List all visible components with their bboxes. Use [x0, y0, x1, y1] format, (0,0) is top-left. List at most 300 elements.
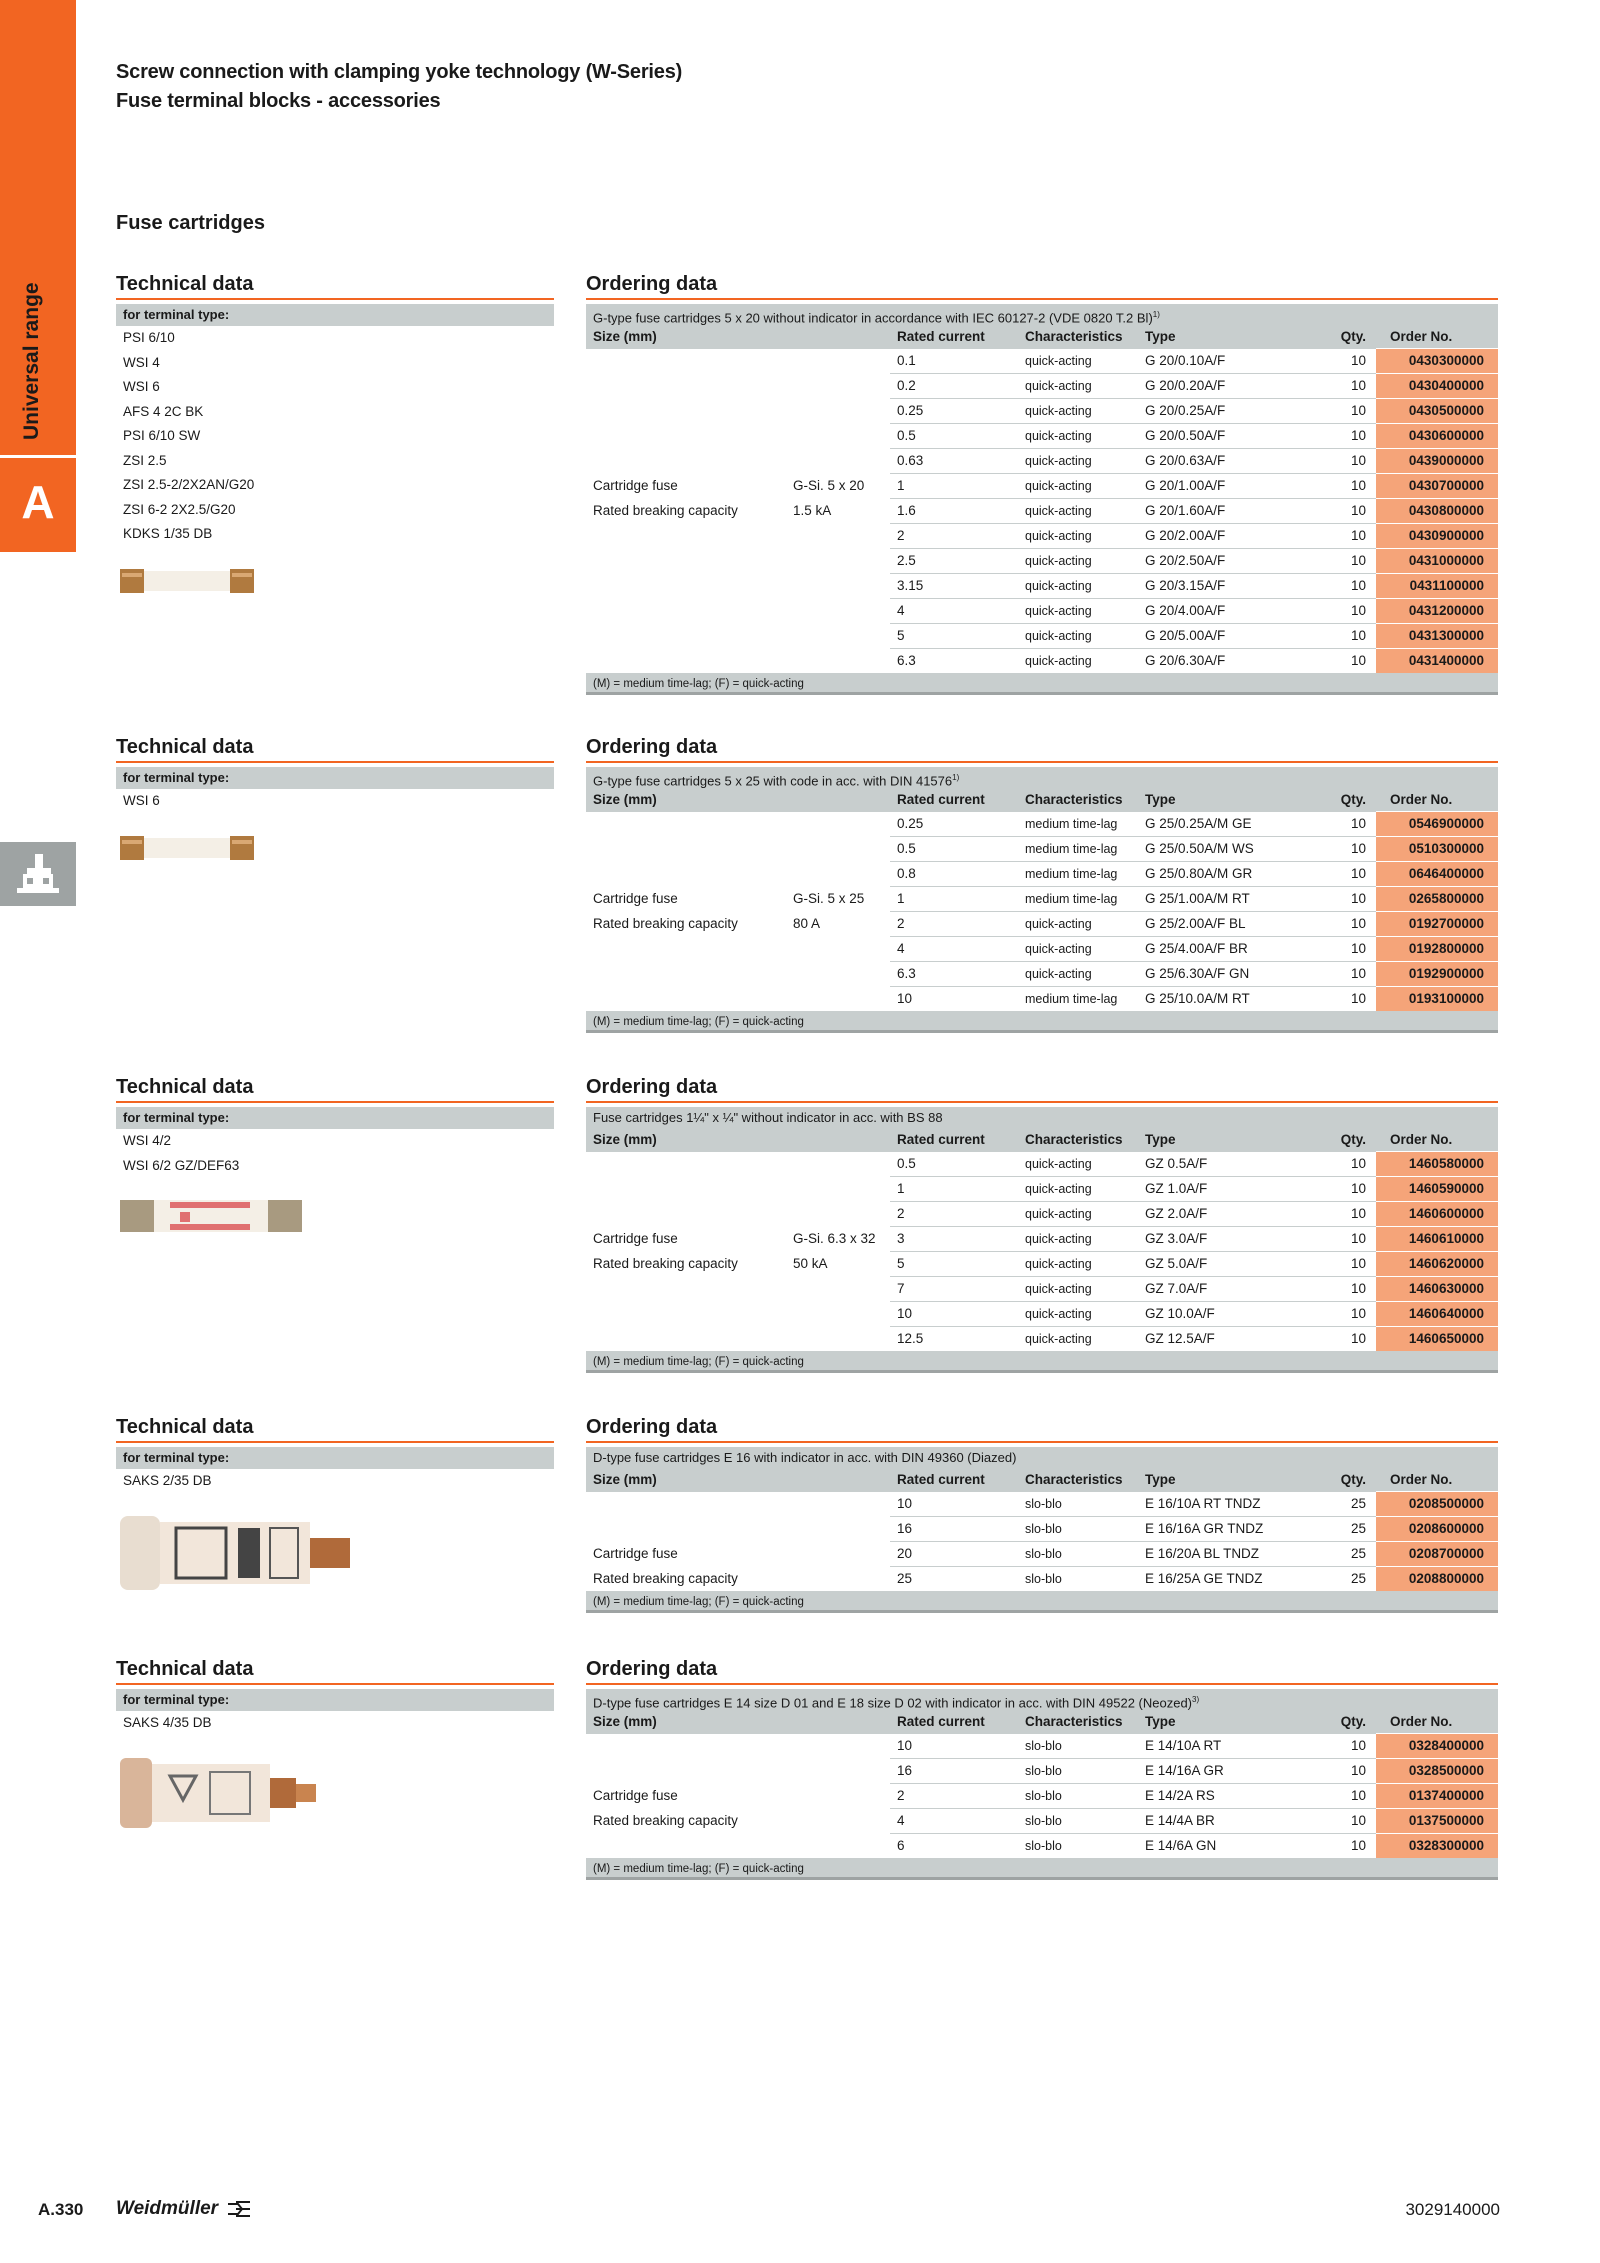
- order-number[interactable]: 0431200000: [1376, 599, 1498, 624]
- header-line-1: Screw connection with clamping yoke technology (W-Series): [116, 61, 683, 83]
- spec-value: [786, 937, 890, 962]
- characteristics: quick-acting: [1018, 374, 1138, 399]
- order-number[interactable]: 0265800000: [1376, 887, 1498, 912]
- spec-value: [786, 599, 890, 624]
- quantity: 10: [1290, 1277, 1376, 1302]
- order-number[interactable]: 0546900000: [1376, 812, 1498, 837]
- order-number[interactable]: 0208600000: [1376, 1517, 1498, 1542]
- spec-label: [586, 624, 786, 649]
- table-row: [586, 1252, 1498, 1277]
- fuse-type: E 14/6A GN: [1138, 1834, 1290, 1859]
- footnote: (M) = medium time-lag; (F) = quick-acting: [586, 1011, 1498, 1033]
- rated-current: 0.1: [890, 349, 1018, 374]
- rated-current: 10: [890, 987, 1018, 1012]
- order-number[interactable]: 0431400000: [1376, 649, 1498, 674]
- brand-mark-icon: [226, 2200, 252, 2218]
- characteristics: medium time-lag: [1018, 862, 1138, 887]
- order-number[interactable]: 0193100000: [1376, 987, 1498, 1012]
- order-number[interactable]: 0328300000: [1376, 1834, 1498, 1859]
- table-row: [586, 1734, 1498, 1759]
- rated-current: 16: [890, 1759, 1018, 1784]
- order-no-header: Order No.: [1376, 1129, 1498, 1152]
- fuse-cartridge-image: [120, 1512, 554, 1599]
- characteristics-header: Characteristics: [1018, 1711, 1138, 1734]
- quantity: 10: [1290, 574, 1376, 599]
- quantity: 10: [1290, 374, 1376, 399]
- fuse-type: G 25/0.25A/M GE: [1138, 812, 1290, 837]
- characteristics: slo-blo: [1018, 1517, 1138, 1542]
- table-row: [586, 1152, 1498, 1177]
- table-row: [586, 574, 1498, 599]
- technical-data-title: Technical data: [116, 733, 554, 763]
- spec-label: Cartridge fuse: [593, 1546, 678, 1561]
- spec-label: [586, 449, 786, 474]
- fuse-type: G 20/0.50A/F: [1138, 424, 1290, 449]
- order-no-header: Order No.: [1376, 789, 1498, 812]
- spec-value: [786, 987, 890, 1012]
- characteristics: quick-acting: [1018, 524, 1138, 549]
- quantity: 10: [1290, 549, 1376, 574]
- order-number[interactable]: 0137500000: [1376, 1809, 1498, 1834]
- quantity: 25: [1290, 1492, 1376, 1517]
- table-row: [586, 962, 1498, 987]
- fuse-type: GZ 10.0A/F: [1138, 1302, 1290, 1327]
- characteristics: quick-acting: [1018, 399, 1138, 424]
- ordering-data: [586, 733, 1498, 1033]
- spec-value: [786, 1759, 890, 1784]
- rated-current: 4: [890, 599, 1018, 624]
- order-number[interactable]: 1460620000: [1376, 1252, 1498, 1277]
- quantity: 25: [1290, 1542, 1376, 1567]
- size-header: Size (mm): [586, 789, 786, 812]
- order-number[interactable]: 0430900000: [1376, 524, 1498, 549]
- order-no-header: Order No.: [1376, 1711, 1498, 1734]
- spec-value: G-Si. 5 x 20: [793, 478, 865, 493]
- table-row: [586, 1202, 1498, 1227]
- ordering-data: [586, 270, 1498, 695]
- order-number[interactable]: 0192900000: [1376, 962, 1498, 987]
- ordering-table: [586, 1129, 1498, 1351]
- order-number[interactable]: 0208700000: [1376, 1542, 1498, 1567]
- order-number[interactable]: 0510300000: [1376, 837, 1498, 862]
- rated-current: 2: [890, 524, 1018, 549]
- spec-label: [586, 1202, 786, 1227]
- characteristics-header: Characteristics: [1018, 1469, 1138, 1492]
- rated-current: 3.15: [890, 574, 1018, 599]
- characteristics: quick-acting: [1018, 424, 1138, 449]
- characteristics: quick-acting: [1018, 449, 1138, 474]
- spec-value: [786, 349, 890, 374]
- size-header: Size (mm): [586, 1129, 786, 1152]
- order-number[interactable]: 0430400000: [1376, 374, 1498, 399]
- spec-label: Cartridge fuse: [593, 891, 678, 906]
- technical-data: [116, 1073, 554, 1241]
- rated-current: 0.5: [890, 424, 1018, 449]
- table-row: [586, 1542, 1498, 1567]
- rated-current: 20: [890, 1542, 1018, 1567]
- spec-value: [786, 1784, 890, 1809]
- spec-value: [786, 549, 890, 574]
- rated-current: 1: [890, 887, 1018, 912]
- fuse-type: E 16/20A BL TNDZ: [1138, 1542, 1290, 1567]
- ordering-table: [586, 789, 1498, 1011]
- fuse-cartridge-image: [120, 832, 554, 869]
- quantity: 10: [1290, 424, 1376, 449]
- order-number[interactable]: 0430300000: [1376, 349, 1498, 374]
- ordering-table: [586, 326, 1498, 673]
- fuse-type: G 20/3.15A/F: [1138, 574, 1290, 599]
- ordering-caption: G-type fuse cartridges 5 x 20 without indicator in accordance with IEC 60127-2 (VDE 0820 T.2 Bl)$^{1)}$: [586, 304, 1498, 326]
- spec-value: [786, 399, 890, 424]
- spec-label: Rated breaking capacity: [593, 916, 738, 931]
- technical-data-title: Technical data: [116, 1073, 554, 1103]
- terminal-type: PSI 6/10 SW: [123, 428, 201, 443]
- table-row: [586, 1327, 1498, 1352]
- order-number[interactable]: 0137400000: [1376, 1784, 1498, 1809]
- fuse-type: E 14/4A BR: [1138, 1809, 1290, 1834]
- spec-label: [586, 1734, 786, 1759]
- quantity: 10: [1290, 1784, 1376, 1809]
- ordering-data-title: Ordering data: [586, 733, 1498, 763]
- rated-current: 2.5: [890, 549, 1018, 574]
- spec-label: [586, 549, 786, 574]
- quantity: 10: [1290, 1152, 1376, 1177]
- spec-value: [786, 837, 890, 862]
- fuse-type: E 14/2A RS: [1138, 1784, 1290, 1809]
- fuse-type: G 25/1.00A/M RT: [1138, 887, 1290, 912]
- spec-value: [786, 962, 890, 987]
- table-row: [586, 549, 1498, 574]
- order-number[interactable]: 0328400000: [1376, 1734, 1498, 1759]
- terminal-block-icon: [0, 842, 76, 906]
- table-header: [586, 789, 1498, 812]
- table-row: [586, 837, 1498, 862]
- characteristics: quick-acting: [1018, 349, 1138, 374]
- spec-label: [586, 962, 786, 987]
- footnote: (M) = medium time-lag; (F) = quick-acting: [586, 1351, 1498, 1373]
- fuse-type: G 25/10.0A/M RT: [1138, 987, 1290, 1012]
- rated-current: 25: [890, 1567, 1018, 1592]
- terminal-type: PSI 6/10: [123, 330, 175, 345]
- spec-value: [786, 649, 890, 674]
- fuse-type: G 20/0.10A/F: [1138, 349, 1290, 374]
- characteristics: quick-acting: [1018, 1227, 1138, 1252]
- rated-current-header: Rated current: [890, 1129, 1018, 1152]
- terminal-type-header: for terminal type:: [116, 1107, 554, 1129]
- quantity: 10: [1290, 1202, 1376, 1227]
- spec-value: [786, 1492, 890, 1517]
- section-title: Fuse cartridges: [116, 212, 265, 234]
- table-row: [586, 649, 1498, 674]
- order-number[interactable]: 0328500000: [1376, 1759, 1498, 1784]
- fuse-type: G 20/1.60A/F: [1138, 499, 1290, 524]
- table-row: [586, 1834, 1498, 1859]
- spec-value: [786, 1277, 890, 1302]
- characteristics: quick-acting: [1018, 1202, 1138, 1227]
- characteristics: medium time-lag: [1018, 987, 1138, 1012]
- rated-current: 5: [890, 624, 1018, 649]
- fuse-type: G 20/0.63A/F: [1138, 449, 1290, 474]
- quantity: 10: [1290, 987, 1376, 1012]
- table-header: [586, 1711, 1498, 1734]
- order-number[interactable]: 0439000000: [1376, 449, 1498, 474]
- quantity: 10: [1290, 962, 1376, 987]
- spec-value: [786, 1542, 890, 1567]
- fuse-type: G 25/0.80A/M GR: [1138, 862, 1290, 887]
- rated-current: 16: [890, 1517, 1018, 1542]
- quantity: 10: [1290, 1759, 1376, 1784]
- table-row: [586, 1567, 1498, 1592]
- table-header: [586, 1129, 1498, 1152]
- type-header: Type: [1138, 326, 1290, 349]
- order-number[interactable]: 0431000000: [1376, 549, 1498, 574]
- section-letter: A: [21, 476, 55, 528]
- order-number[interactable]: 0208800000: [1376, 1567, 1498, 1592]
- fuse-type: G 25/4.00A/F BR: [1138, 937, 1290, 962]
- order-number[interactable]: 0646400000: [1376, 862, 1498, 887]
- spec-label: [586, 649, 786, 674]
- quantity: 10: [1290, 1177, 1376, 1202]
- ordering-data-title: Ordering data: [586, 270, 1498, 300]
- fuse-type: GZ 2.0A/F: [1138, 1202, 1290, 1227]
- rated-current: 2: [890, 1784, 1018, 1809]
- characteristics: quick-acting: [1018, 599, 1138, 624]
- fuse-type: GZ 1.0A/F: [1138, 1177, 1290, 1202]
- order-number[interactable]: 0431100000: [1376, 574, 1498, 599]
- terminal-type: WSI 6/2 GZ/DEF63: [123, 1157, 240, 1173]
- size-header: Size (mm): [586, 1711, 786, 1734]
- spec-value: [786, 1152, 890, 1177]
- ordering-data: [586, 1413, 1498, 1613]
- quantity: 10: [1290, 474, 1376, 499]
- table-row: [586, 1517, 1498, 1542]
- spec-label: Cartridge fuse: [593, 1788, 678, 1803]
- terminal-type: AFS 4 2C BK: [123, 403, 204, 419]
- ordering-table: [586, 1469, 1498, 1591]
- spec-label: [586, 1834, 786, 1859]
- terminal-type: KDKS 1/35 DB: [123, 526, 213, 541]
- terminal-type: SAKS 2/35 DB: [123, 1473, 212, 1488]
- table-row: [586, 1759, 1498, 1784]
- characteristics-header: Characteristics: [1018, 789, 1138, 812]
- spec-value: 1.5 kA: [793, 503, 832, 518]
- order-number[interactable]: 0430800000: [1376, 499, 1498, 524]
- table-row: [586, 624, 1498, 649]
- order-number[interactable]: 0431300000: [1376, 624, 1498, 649]
- table-row: [586, 987, 1498, 1012]
- rated-current: 4: [890, 937, 1018, 962]
- order-number[interactable]: 0430600000: [1376, 424, 1498, 449]
- fuse-type: GZ 7.0A/F: [1138, 1277, 1290, 1302]
- fuse-type: E 14/10A RT: [1138, 1734, 1290, 1759]
- ordering-caption: Fuse cartridges 1¼" x ¼" without indicator in acc. with BS 88: [586, 1107, 1498, 1129]
- order-no-header: Order No.: [1376, 1469, 1498, 1492]
- table-row: [586, 1784, 1498, 1809]
- terminal-type: WSI 6: [123, 793, 160, 808]
- quantity: 10: [1290, 599, 1376, 624]
- rated-current: 12.5: [890, 1327, 1018, 1352]
- technical-data: [116, 270, 554, 602]
- spec-value: [786, 1177, 890, 1202]
- technical-data: [116, 1655, 554, 1837]
- quantity: 10: [1290, 862, 1376, 887]
- characteristics: quick-acting: [1018, 912, 1138, 937]
- spec-value: [786, 524, 890, 549]
- rated-current: 10: [890, 1492, 1018, 1517]
- characteristics: quick-acting: [1018, 1252, 1138, 1277]
- type-header: Type: [1138, 1711, 1290, 1734]
- quantity: 10: [1290, 624, 1376, 649]
- spec-label: [586, 574, 786, 599]
- order-number[interactable]: 0430700000: [1376, 474, 1498, 499]
- order-number[interactable]: 0192700000: [1376, 912, 1498, 937]
- rated-current: 6.3: [890, 649, 1018, 674]
- order-number[interactable]: 0430500000: [1376, 399, 1498, 424]
- quantity: 10: [1290, 837, 1376, 862]
- page-header: [116, 58, 682, 116]
- terminal-type-header: for terminal type:: [116, 767, 554, 789]
- fuse-type: G 20/2.50A/F: [1138, 549, 1290, 574]
- order-number[interactable]: 1460590000: [1376, 1177, 1498, 1202]
- fuse-cartridge-image: [120, 1754, 554, 1837]
- order-number[interactable]: 1460600000: [1376, 1202, 1498, 1227]
- spec-value: [786, 1517, 890, 1542]
- table-row: [586, 887, 1498, 912]
- order-number[interactable]: 0192800000: [1376, 937, 1498, 962]
- technical-data: [116, 733, 554, 869]
- order-number[interactable]: 1460640000: [1376, 1302, 1498, 1327]
- rated-current: 2: [890, 1202, 1018, 1227]
- size-header: Size (mm): [586, 1469, 786, 1492]
- fuse-type: G 20/1.00A/F: [1138, 474, 1290, 499]
- spec-label: Rated breaking capacity: [593, 1256, 738, 1271]
- ordering-data: [586, 1073, 1498, 1373]
- spec-label: [586, 937, 786, 962]
- table-row: [586, 499, 1498, 524]
- rated-current-header: Rated current: [890, 789, 1018, 812]
- quantity: 10: [1290, 937, 1376, 962]
- ordering-data: [586, 1655, 1498, 1880]
- rated-current: 1: [890, 474, 1018, 499]
- table-row: [586, 524, 1498, 549]
- spec-label: Rated breaking capacity: [593, 1570, 738, 1586]
- spec-label: [586, 1517, 786, 1542]
- fuse-type: G 20/0.25A/F: [1138, 399, 1290, 424]
- terminal-type: WSI 4: [123, 354, 160, 370]
- order-number[interactable]: 1460610000: [1376, 1227, 1498, 1252]
- spec-label: [586, 987, 786, 1012]
- order-number[interactable]: 0208500000: [1376, 1492, 1498, 1517]
- rated-current: 10: [890, 1302, 1018, 1327]
- characteristics: quick-acting: [1018, 937, 1138, 962]
- spec-label: Cartridge fuse: [593, 1231, 678, 1246]
- characteristics-header: Characteristics: [1018, 1129, 1138, 1152]
- quantity: 10: [1290, 1809, 1376, 1834]
- spec-label: [586, 349, 786, 374]
- quantity: 10: [1290, 449, 1376, 474]
- order-number[interactable]: 1460630000: [1376, 1277, 1498, 1302]
- terminal-type-header: for terminal type:: [116, 1689, 554, 1711]
- spec-label: [586, 399, 786, 424]
- fuse-type: E 16/16A GR TNDZ: [1138, 1517, 1290, 1542]
- spec-label: [586, 1152, 786, 1177]
- quantity: 10: [1290, 887, 1376, 912]
- spec-label: [586, 1327, 786, 1352]
- fuse-type: E 16/25A GE TNDZ: [1138, 1567, 1290, 1592]
- ordering-caption: D-type fuse cartridges E 16 with indicator in acc. with DIN 49360 (Diazed): [586, 1447, 1498, 1469]
- terminal-type: WSI 6: [123, 379, 160, 394]
- table-row: [586, 1809, 1498, 1834]
- ordering-data-title: Ordering data: [586, 1413, 1498, 1443]
- table-row: [586, 1302, 1498, 1327]
- characteristics: slo-blo: [1018, 1734, 1138, 1759]
- spec-value: [786, 1809, 890, 1834]
- rated-current: 1.6: [890, 499, 1018, 524]
- spec-value: [786, 862, 890, 887]
- spec-value: [786, 624, 890, 649]
- spec-value: [786, 812, 890, 837]
- spec-value: [786, 374, 890, 399]
- spec-value: 50 kA: [793, 1256, 828, 1271]
- characteristics: slo-blo: [1018, 1834, 1138, 1859]
- spec-label: [586, 1277, 786, 1302]
- table-row: [586, 812, 1498, 837]
- spec-label: Rated breaking capacity: [593, 1813, 738, 1828]
- characteristics: quick-acting: [1018, 574, 1138, 599]
- order-number[interactable]: 1460650000: [1376, 1327, 1498, 1352]
- order-number[interactable]: 1460580000: [1376, 1152, 1498, 1177]
- rated-current-header: Rated current: [890, 1711, 1018, 1734]
- spec-value: [786, 1302, 890, 1327]
- qty-header: Qty.: [1290, 1129, 1376, 1152]
- characteristics: slo-blo: [1018, 1542, 1138, 1567]
- quantity: 10: [1290, 399, 1376, 424]
- fuse-type: G 20/0.20A/F: [1138, 374, 1290, 399]
- spec-value: [786, 1327, 890, 1352]
- fuse-type: GZ 3.0A/F: [1138, 1227, 1290, 1252]
- qty-header: Qty.: [1290, 326, 1376, 349]
- table-header: [586, 1469, 1498, 1492]
- table-header: [586, 326, 1498, 349]
- terminal-type-header: for terminal type:: [116, 304, 554, 326]
- fuse-type: E 16/10A RT TNDZ: [1138, 1492, 1290, 1517]
- ordering-data-title: Ordering data: [586, 1073, 1498, 1103]
- rated-current-header: Rated current: [890, 326, 1018, 349]
- characteristics: medium time-lag: [1018, 887, 1138, 912]
- qty-header: Qty.: [1290, 1469, 1376, 1492]
- characteristics: medium time-lag: [1018, 837, 1138, 862]
- rated-current: 4: [890, 1809, 1018, 1834]
- table-row: [586, 349, 1498, 374]
- brand-logo: [116, 2198, 252, 2220]
- table-row: [586, 599, 1498, 624]
- spec-label: [586, 599, 786, 624]
- table-row: [586, 474, 1498, 499]
- characteristics: quick-acting: [1018, 1302, 1138, 1327]
- rated-current: 0.25: [890, 812, 1018, 837]
- table-row: [586, 862, 1498, 887]
- characteristics: quick-acting: [1018, 1327, 1138, 1352]
- quantity: 10: [1290, 1327, 1376, 1352]
- spec-label: Rated breaking capacity: [593, 503, 738, 518]
- quantity: 10: [1290, 1302, 1376, 1327]
- rated-current: 0.5: [890, 837, 1018, 862]
- ordering-table: [586, 1711, 1498, 1858]
- spec-label: [586, 524, 786, 549]
- quantity: 10: [1290, 1252, 1376, 1277]
- spec-value: [786, 1202, 890, 1227]
- characteristics: quick-acting: [1018, 624, 1138, 649]
